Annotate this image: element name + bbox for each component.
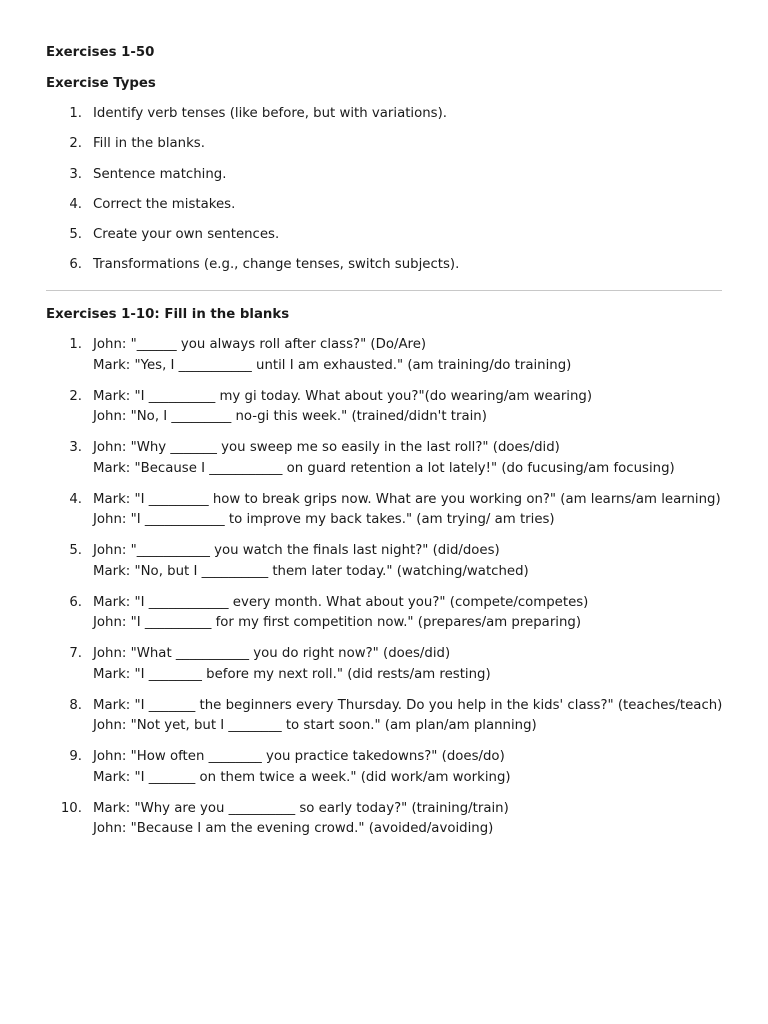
list-item bbox=[46, 134, 722, 154]
list-number: 6. bbox=[69, 257, 82, 273]
exercise-item bbox=[46, 490, 722, 531]
exercise-item bbox=[46, 799, 722, 840]
list-text: Fill in the blanks. bbox=[93, 136, 205, 152]
exercise-number: 10. bbox=[60, 800, 82, 816]
exercise-item bbox=[46, 335, 722, 376]
exercise-line-2: Mark: "I ________ before my next roll." (did rests/am resting) bbox=[93, 666, 491, 682]
exercise-line-2: Mark: "No, but I __________ them later today." (watching/watched) bbox=[93, 563, 529, 579]
exercise-number: 8. bbox=[69, 697, 82, 713]
list-text: Correct the mistakes. bbox=[93, 196, 236, 212]
exercise-line-2: John: "I ____________ to improve my back takes." (am trying/ am tries) bbox=[93, 512, 555, 528]
exercise-number: 7. bbox=[69, 646, 82, 662]
exercise-types-heading: Exercise Types bbox=[46, 76, 156, 91]
exercise-line-1: John: "___________ you watch the finals last night?" (did/does) bbox=[93, 543, 500, 559]
exercise-item bbox=[46, 747, 722, 788]
exercise-number: 6. bbox=[69, 594, 82, 610]
list-item bbox=[46, 225, 722, 245]
exercise-line-1: John: "______ you always roll after class?" (Do/Are) bbox=[93, 337, 427, 353]
list-text: Identify verb tenses (like before, but with variations). bbox=[93, 106, 448, 121]
list-text: Sentence matching. bbox=[93, 166, 227, 182]
list-number: 4. bbox=[69, 196, 82, 212]
exercise-line-1: Mark: "I _________ how to break grips now. What are you working on?" (am learns/am learning) bbox=[93, 491, 721, 507]
exercise-item bbox=[46, 541, 722, 582]
exercise-line-2: John: "Not yet, but I ________ to start soon." (am plan/am planning) bbox=[93, 718, 537, 734]
exercise-line-2: John: "I __________ for my first competition now." (prepares/am preparing) bbox=[93, 615, 582, 631]
list-item bbox=[46, 104, 722, 124]
exercise-line-1: Mark: "I __________ my gi today. What about you?"(do wearing/am wearing) bbox=[93, 388, 593, 404]
exercise-number: 5. bbox=[69, 543, 82, 559]
exercise-line-2: Mark: "Yes, I ___________ until I am exhausted." (am training/do training) bbox=[93, 357, 572, 373]
fill-in-blanks-list bbox=[46, 335, 722, 840]
page-title: Exercises 1-50 bbox=[46, 45, 155, 60]
list-number: 2. bbox=[69, 136, 82, 152]
exercise-line-1: John: "What ___________ you do right now?" (does/did) bbox=[93, 646, 451, 662]
list-text: Transformations (e.g., change tenses, switch subjects). bbox=[93, 257, 460, 273]
exercise-line-1: Mark: "Why are you __________ so early today?" (training/train) bbox=[93, 800, 509, 816]
exercise-number: 9. bbox=[69, 749, 82, 765]
section-divider bbox=[46, 290, 722, 291]
list-text: Create your own sentences. bbox=[93, 227, 280, 243]
list-item bbox=[46, 255, 722, 275]
exercise-item bbox=[46, 593, 722, 634]
list-number: 3. bbox=[69, 166, 82, 182]
exercise-types-list bbox=[46, 104, 722, 275]
exercise-number: 4. bbox=[69, 491, 82, 507]
exercise-number: 1. bbox=[69, 337, 82, 353]
exercise-line-2: Mark: "I _______ on them twice a week." (did work/am working) bbox=[93, 769, 511, 785]
exercise-item bbox=[46, 387, 722, 428]
exercise-number: 2. bbox=[69, 388, 82, 404]
list-number: 5. bbox=[69, 227, 82, 243]
list-item bbox=[46, 195, 722, 215]
exercise-line-1: Mark: "I _______ the beginners every Thursday. Do you help in the kids' class?" (teaches/teach) bbox=[93, 697, 723, 713]
exercise-item bbox=[46, 696, 722, 737]
exercise-item bbox=[46, 438, 722, 479]
list-item bbox=[46, 165, 722, 185]
list-number: 1. bbox=[69, 106, 82, 121]
exercise-line-1: John: "How often ________ you practice takedowns?" (does/do) bbox=[93, 749, 505, 765]
exercise-number: 3. bbox=[69, 440, 82, 456]
exercise-line-2: Mark: "Because I ___________ on guard retention a lot lately!" (do fucusing/am focusing) bbox=[93, 460, 675, 476]
exercise-item bbox=[46, 644, 722, 685]
exercise-line-2: John: "Because I am the evening crowd." (avoided/avoiding) bbox=[93, 821, 494, 837]
exercise-line-2: John: "No, I _________ no-gi this week." (trained/didn't train) bbox=[93, 409, 487, 425]
exercise-line-1: John: "Why _______ you sweep me so easily in the last roll?" (does/did) bbox=[93, 440, 560, 456]
exercise-line-1: Mark: "I ____________ every month. What about you?" (compete/competes) bbox=[93, 594, 589, 610]
fill-in-blanks-heading: Exercises 1-10: Fill in the blanks bbox=[46, 307, 290, 323]
